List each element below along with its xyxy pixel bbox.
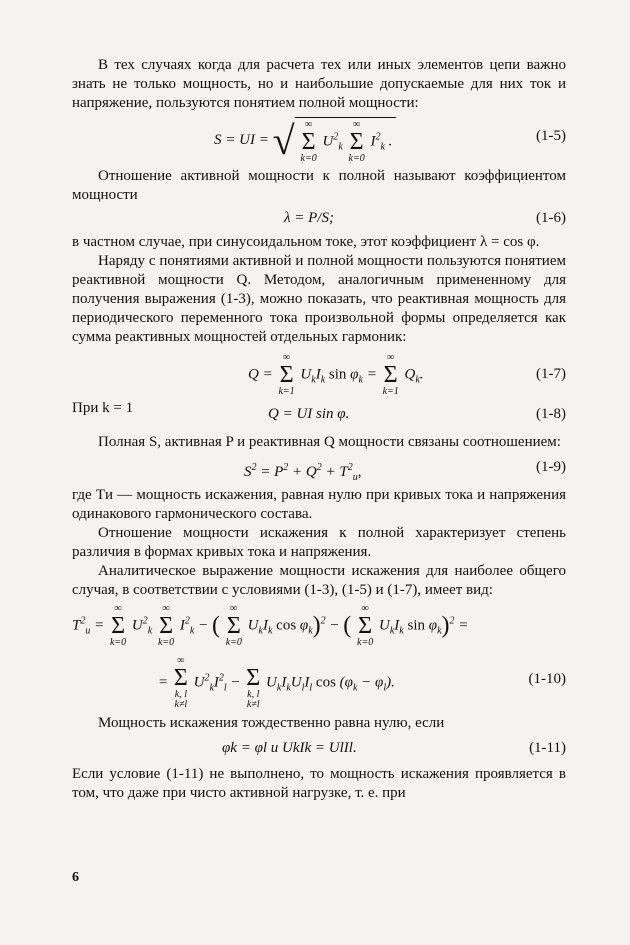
equation-1-9: $S^2 = P^2 + Q^2 + T^2_и$, (1-9) — [244, 459, 566, 483]
paragraph-8: Отношение мощности искажения к полной характеризует степень различия в формах кривых тока и напряжения. — [72, 525, 566, 560]
paragraph-9: Аналитическое выражение мощности искажения для наиболее общего случая, в соответствии с условиями (1-3), (1-5) и (1-7), имеет вид: — [72, 563, 566, 598]
paragraph-6: Полная S, активная P и реактивная Q мощности связаны соотношением: — [98, 434, 561, 450]
equation-1-11: φk = φl и UkIk = UlIl. (1-11) — [222, 740, 566, 756]
eq-number: (1-10) — [528, 671, 566, 687]
eq-number: (1-6) — [536, 210, 566, 226]
eq-number: (1-11) — [529, 740, 566, 756]
paragraph-3: в частном случае, при синусоидальном токе, этот коэффициент λ = cos φ. — [72, 234, 540, 250]
page-number: 6 — [72, 870, 79, 885]
eq-number: (1-9) — [536, 459, 566, 475]
eq-number: (1-5) — [536, 128, 566, 144]
page-body — [72, 56, 566, 803]
case-lead: При k = 1 — [72, 400, 134, 416]
paragraph-11: Если условие (1-11) не выполнено, то мощность искажения проявляется в том, что даже при чисто активной нагрузке, т. е. при — [72, 766, 566, 801]
sqrt-body: ∞ Σ k=0 $U^2_k$ ∞ Σ k=0 $I^2_k$ . — [295, 117, 397, 164]
equation-1-10-line1: $T^2_и$ = ∞ Σ k=0 $U^2_k$ ∞ Σ k=0 $I^2_k$ − ( ∞ Σ k=0 $U_kI_k$ $\cos \varphi_k)^2$ − ( ∞ Σ k=0 $U_kI_k$ $\sin \varphi_k)^2$ = — [72, 603, 469, 648]
eq-1-5-lhs: S = UI = — [214, 131, 269, 148]
equation-1-10-line2: = ∞ Σ k, l k≠l $U^2_kI^2_l$ − Σ k, l k≠l $U_kI_kU_lI_l$ $\cos (\varphi_k - \varphi_l)$. (1-10) — [158, 655, 566, 710]
paragraph-4: Наряду с понятиями активной и полной мощности пользуются понятием реактивной мощности Q. Методом, аналогичным примененному для получения выражения (1-3), можно показать, что реактивная мощность для периодического переменного тока произвольной формы определяется как сумма реактивных мощностей отдельных гармоник: — [72, 253, 566, 345]
paragraph-1: В тех случаях когда для расчета тех или иных элементов цепи важно знать не только мощность, но и наибольшие допускаемые для них ток и напряжение, пользуются понятием полной мощности: — [72, 57, 566, 111]
paragraph-2: Отношение активной мощности к полной называют коэффициентом мощности — [72, 168, 566, 203]
eq-number: (1-7) — [536, 366, 566, 382]
equation-1-8: При k = 1 Q = UI sin φ. (1-8) — [72, 400, 566, 422]
equation-1-5 — [72, 113, 566, 164]
sqrt-sign: √ — [272, 118, 295, 163]
eq-number: (1-8) — [536, 406, 566, 422]
equation-1-6: λ = P/S; (1-6) — [284, 210, 566, 226]
equation-1-7: Q = ∞ Σ k=1 $U_kI_k$ $\sin \varphi_k$ = ∞ Σ k=1 $Q_k$. (1-7) — [248, 352, 566, 397]
paragraph-7: где Tи — мощность искажения, равная нулю при кривых тока и напряжения одинакового гармонического состава. — [72, 487, 566, 522]
paragraph-10: Мощность искажения тождественно равна нулю, если — [98, 715, 445, 731]
